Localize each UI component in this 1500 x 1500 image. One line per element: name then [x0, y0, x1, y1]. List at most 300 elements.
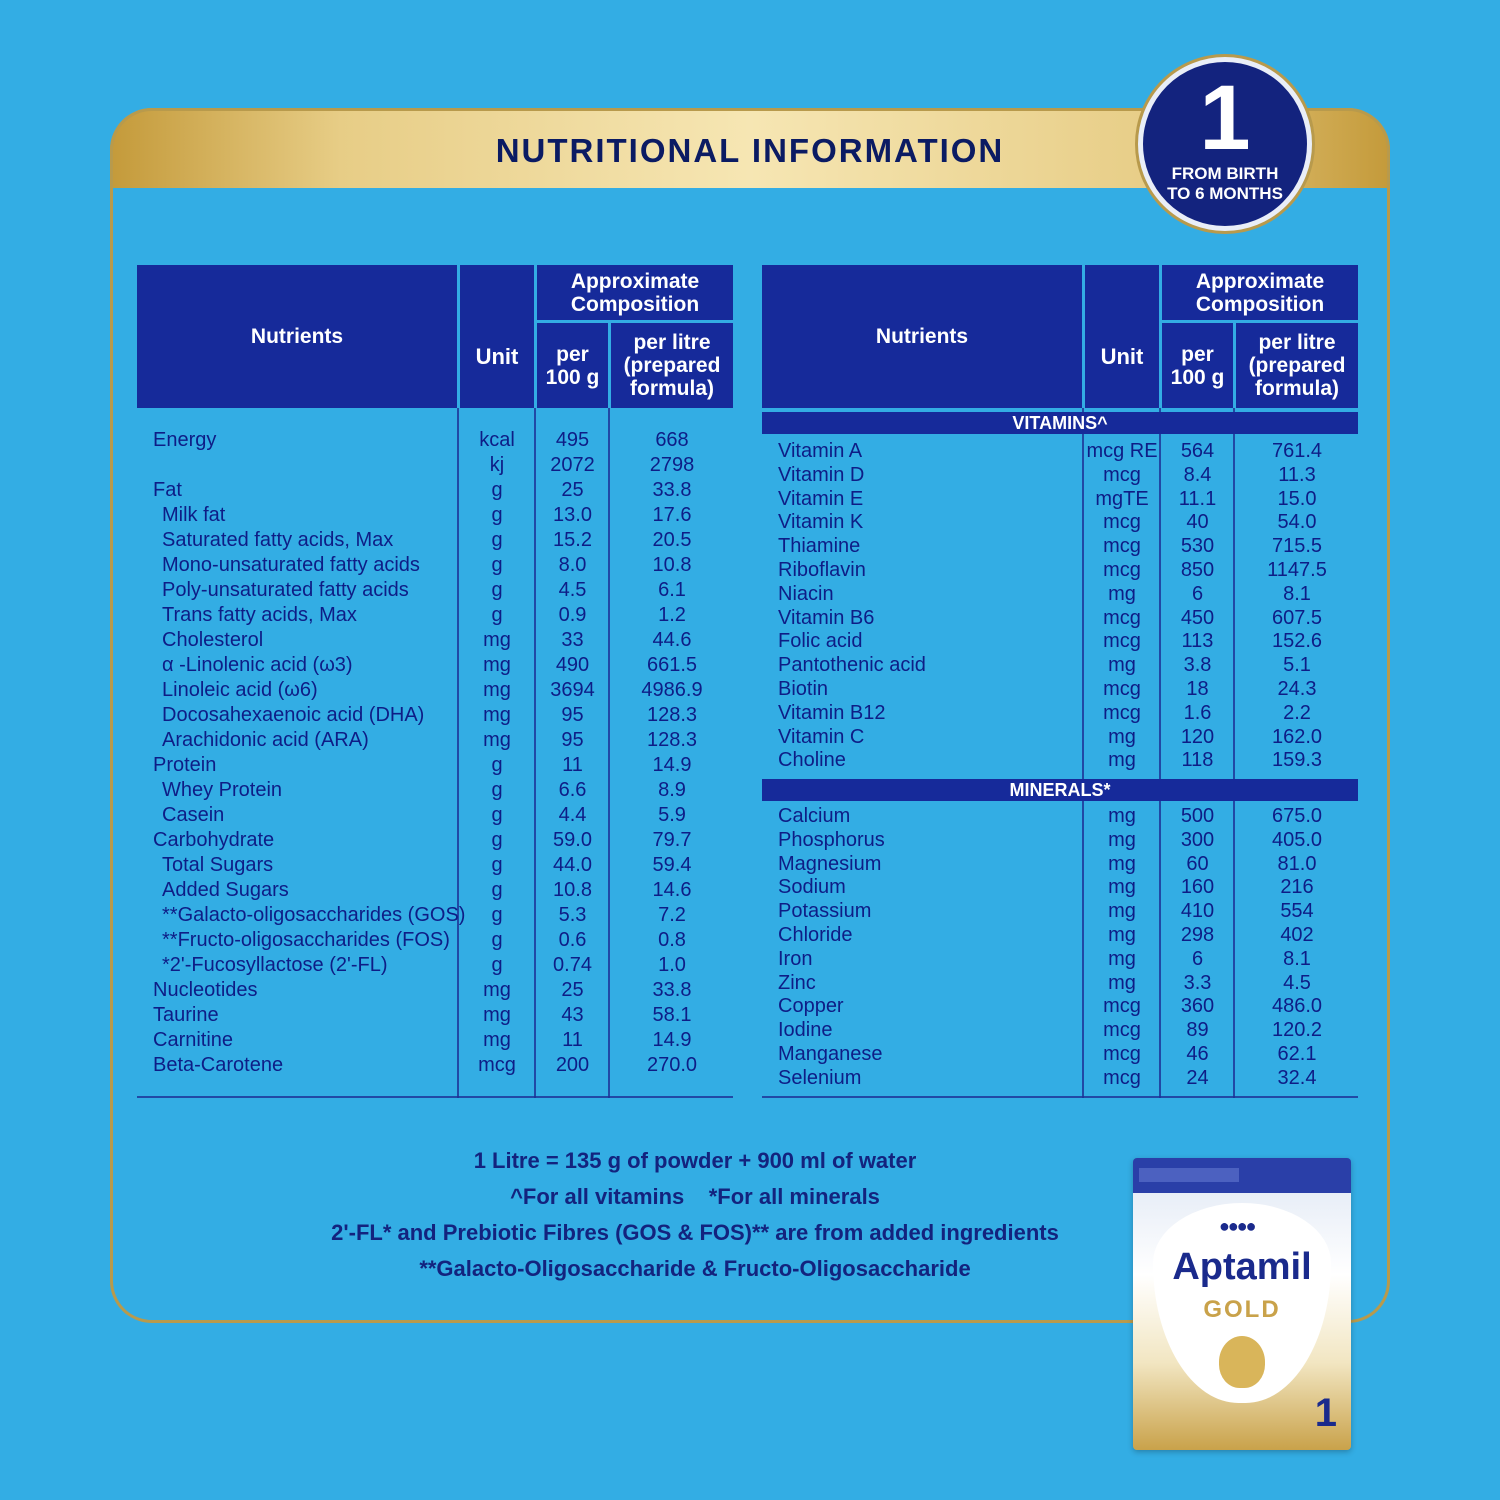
nutrient-unit: mcg — [1103, 511, 1141, 534]
header-per100g-line2: 100 g — [1170, 365, 1225, 389]
table-row — [137, 878, 733, 903]
nutrient-unit: mcg RE — [1086, 440, 1158, 462]
table-bottom-rule — [762, 1096, 1358, 1098]
header-per100g-line2: 100 g — [545, 365, 600, 389]
nutrient-unit: mcg — [1103, 463, 1141, 486]
header-approx-line2: Composition — [570, 292, 700, 316]
nutrient-name: Carnitine — [153, 1029, 234, 1051]
nutrient-name: Selenium — [778, 1066, 862, 1089]
value-per-100g: 4.5 — [558, 579, 587, 601]
vitamins-section-label: VITAMINS^ — [762, 412, 1358, 434]
table-row — [762, 852, 1358, 876]
header-approx-line2: Composition — [1195, 292, 1325, 316]
nutrient-name: Poly-unsaturated fatty acids — [162, 579, 409, 601]
stage-age-line2: TO 6 MONTHS — [1167, 184, 1283, 203]
table-row — [137, 453, 733, 478]
nutrient-name: Fat — [153, 479, 182, 501]
nutrient-unit: g — [491, 604, 503, 626]
value-per-100g: 450 — [1180, 606, 1215, 629]
nutrient-unit: mcg — [1103, 701, 1141, 724]
value-per-100g: 5.3 — [558, 904, 587, 926]
nutrient-name: Vitamin E — [778, 487, 864, 510]
nutrient-unit: mcg — [1103, 677, 1141, 700]
header-perlitre-line3: formula) — [630, 377, 714, 400]
value-per-100g: 25 — [561, 979, 584, 1001]
nutrient-unit: mg — [1108, 971, 1136, 994]
nutrient-unit: g — [491, 804, 503, 826]
nutrient-name: Copper — [778, 995, 844, 1018]
value-per-100g: 46 — [1186, 1042, 1209, 1065]
nutrient-unit: mg — [483, 1004, 511, 1026]
nutrient-name: Nucleotides — [153, 979, 258, 1001]
pack-line: GOLD — [1203, 1296, 1281, 1323]
nutrient-name: Whey Protein — [162, 779, 283, 801]
header-per100g — [1162, 323, 1233, 408]
value-per-100g: 3694 — [550, 679, 595, 701]
value-per-100g: 11 — [562, 1029, 583, 1051]
nutrient-name: Vitamin B12 — [778, 701, 886, 724]
value-per-litre: 62.1 — [1277, 1042, 1317, 1065]
value-per-100g: 6 — [1191, 947, 1204, 970]
value-per-100g: 8.4 — [1183, 463, 1212, 486]
minerals-section-label: MINERALS* — [762, 779, 1358, 801]
value-per-100g: 3.3 — [1183, 971, 1212, 994]
nutrient-unit: mg — [1108, 923, 1136, 946]
value-per-100g: 33 — [561, 629, 584, 651]
header-perlitre — [1236, 323, 1358, 408]
nutrient-name: Mono-unsaturated fatty acids — [162, 554, 420, 576]
value-per-100g: 4.4 — [558, 804, 587, 826]
value-per-100g: 118 — [1181, 749, 1214, 772]
table-row — [762, 804, 1358, 828]
table-row — [137, 778, 733, 803]
nutrient-unit: g — [491, 854, 503, 876]
nutrient-unit: mg — [1108, 828, 1136, 851]
nutrient-name: Vitamin B6 — [778, 606, 875, 629]
nutrient-unit: mcg — [478, 1054, 516, 1076]
pack-seal-icon — [1219, 1336, 1265, 1388]
table-header — [137, 265, 733, 408]
stage-age-line1: FROM BIRTH — [1171, 164, 1279, 183]
table-row — [137, 978, 733, 1003]
nutrient-name: Niacin — [778, 582, 834, 605]
table-row — [762, 828, 1358, 852]
nutrient-name: Potassium — [778, 900, 872, 923]
table-row — [762, 1042, 1358, 1066]
nutrient-name: **Fructo-oligosaccharides (FOS) — [162, 929, 450, 951]
table-row — [137, 553, 733, 578]
table-row — [762, 487, 1358, 511]
table-row — [762, 558, 1358, 582]
header-perlitre-line1: per litre — [1258, 331, 1336, 354]
value-per-100g: 410 — [1180, 900, 1215, 923]
value-per-100g: 13.0 — [553, 504, 592, 526]
value-per-litre: 6.1 — [658, 579, 686, 601]
table-row — [762, 725, 1358, 749]
nutrient-name: Calcium — [778, 805, 851, 827]
value-per-100g: 95 — [561, 704, 584, 726]
table-row — [137, 828, 733, 853]
value-per-100g: 8.0 — [558, 554, 587, 576]
value-per-litre: 8.1 — [1283, 947, 1311, 970]
value-per-litre: 14.9 — [652, 754, 692, 776]
value-per-litre: 58.1 — [652, 1004, 692, 1026]
nutrient-name: Total Sugars — [162, 854, 274, 876]
header-nutrients: Nutrients — [137, 265, 457, 408]
nutrient-unit: mg — [1108, 805, 1136, 827]
value-per-litre: 159.3 — [1271, 749, 1323, 772]
header-unit: Unit — [1085, 265, 1159, 408]
value-per-litre: 1147.5 — [1267, 558, 1327, 581]
table-row — [762, 899, 1358, 923]
nutrient-unit: kj — [489, 454, 505, 476]
nutrient-name: Arachidonic acid (ARA) — [162, 729, 369, 751]
value-per-100g: 3.8 — [1183, 654, 1212, 677]
value-per-litre: 15.0 — [1277, 487, 1317, 510]
pack-dots-icon: ●●●● — [1219, 1216, 1255, 1236]
value-per-litre: 8.1 — [1283, 582, 1311, 605]
header-approx-line1: Approximate — [570, 269, 700, 293]
table-row — [762, 534, 1358, 558]
table-row — [137, 578, 733, 603]
table-row — [137, 853, 733, 878]
value-per-100g: 2072 — [550, 454, 595, 476]
nutrient-unit: mg — [1108, 852, 1136, 875]
header-perlitre-line2: (prepared — [1248, 354, 1346, 377]
nutrients-table-left — [137, 265, 733, 1076]
mineral-rows — [762, 804, 1358, 1090]
footnote-line: 2'-FL* and Prebiotic Fibres (GOS & FOS)** are from added ingredients — [331, 1220, 1059, 1245]
header-nutrients: Nutrients — [762, 265, 1082, 408]
value-per-litre: 11.3 — [1278, 463, 1316, 486]
header-per100g-line1: per — [556, 342, 589, 366]
table-row — [762, 677, 1358, 701]
table-row — [762, 701, 1358, 725]
value-per-litre: 79.7 — [652, 829, 692, 851]
table-row — [137, 728, 733, 753]
value-per-litre: 7.2 — [658, 904, 686, 926]
nutrient-name: Magnesium — [778, 852, 882, 875]
nutrient-unit: g — [491, 754, 503, 776]
value-per-litre: 20.5 — [652, 529, 692, 551]
table-row — [137, 653, 733, 678]
nutrient-name: Vitamin C — [778, 725, 865, 748]
nutrient-name: Carbohydrate — [153, 829, 275, 851]
table-row — [762, 1066, 1358, 1090]
value-per-litre: 10.8 — [652, 554, 692, 576]
value-per-100g: 113 — [1181, 630, 1214, 653]
nutrient-name: Folic acid — [778, 630, 863, 653]
value-per-100g: 59.0 — [553, 829, 592, 851]
nutrient-name: Biotin — [778, 677, 829, 700]
vitamin-rows — [762, 439, 1358, 772]
footnote-line: 1 Litre = 135 g of powder + 900 ml of water — [473, 1148, 917, 1173]
nutrient-unit: mcg — [1103, 558, 1141, 581]
value-per-litre: 1.2 — [658, 604, 686, 626]
nutrient-unit: g — [491, 879, 503, 901]
table-row — [762, 606, 1358, 630]
value-per-100g: 11.1 — [1178, 487, 1217, 510]
table-row — [137, 1003, 733, 1028]
table-row — [762, 994, 1358, 1018]
nutrient-name: Beta-Carotene — [153, 1054, 284, 1076]
value-per-100g: 0.9 — [558, 604, 587, 626]
value-per-100g: 0.6 — [558, 929, 587, 951]
nutrient-name: α -Linolenic acid (ω3) — [162, 654, 353, 676]
nutrient-unit: mcg — [1103, 1019, 1141, 1042]
nutrient-name: Protein — [153, 754, 217, 776]
value-per-litre: 405.0 — [1271, 828, 1323, 851]
value-per-litre: 32.4 — [1277, 1066, 1317, 1089]
pack-top-band — [1139, 1168, 1239, 1182]
nutrient-name: Thiamine — [778, 535, 861, 558]
nutrient-unit: mg — [483, 679, 511, 701]
nutrients-table-right — [762, 265, 1358, 1089]
nutrient-unit: g — [491, 954, 503, 976]
table-header — [762, 265, 1358, 408]
value-per-litre: 59.4 — [652, 854, 692, 876]
nutrient-name: Iron — [778, 947, 813, 970]
header-per100g — [537, 323, 608, 408]
value-per-100g: 500 — [1180, 805, 1215, 827]
nutrient-name: Vitamin D — [778, 463, 865, 486]
nutrient-name: Phosphorus — [778, 828, 885, 851]
table-row — [137, 703, 733, 728]
nutrient-name: Cholesterol — [162, 629, 264, 651]
nutrient-name: Manganese — [778, 1042, 883, 1065]
value-per-litre: 24.3 — [1277, 677, 1317, 700]
value-per-litre: 33.8 — [652, 479, 692, 501]
nutrient-name: Energy — [153, 429, 217, 451]
value-per-100g: 15.2 — [553, 529, 592, 551]
table-row — [762, 947, 1358, 971]
value-per-100g: 10.8 — [553, 879, 592, 901]
value-per-100g: 160 — [1180, 876, 1215, 899]
value-per-100g: 120 — [1180, 725, 1215, 748]
value-per-100g: 25 — [561, 479, 584, 501]
value-per-litre: 402 — [1280, 923, 1314, 946]
value-per-litre: 162.0 — [1271, 725, 1323, 748]
table-row — [137, 928, 733, 953]
nutrient-unit: mg — [1108, 876, 1136, 899]
value-per-litre: 270.0 — [646, 1054, 698, 1076]
nutrient-name: Sodium — [778, 876, 846, 899]
header-approx — [537, 265, 733, 320]
header-perlitre-line1: per litre — [633, 331, 711, 354]
table-row — [137, 503, 733, 528]
table-row — [137, 953, 733, 978]
table-row — [762, 582, 1358, 606]
nutrient-unit: mgTE — [1095, 487, 1149, 510]
value-per-100g: 6.6 — [558, 779, 587, 801]
table-row — [137, 903, 733, 928]
table-row — [762, 629, 1358, 653]
value-per-litre: 5.9 — [658, 804, 686, 826]
nutrient-name: Linoleic acid (ω6) — [162, 679, 318, 701]
value-per-litre: 4.5 — [1283, 971, 1311, 994]
value-per-litre: 2798 — [649, 454, 695, 476]
value-per-litre: 1.0 — [658, 954, 686, 976]
nutrient-unit: mg — [1108, 947, 1136, 970]
nutrient-name: Taurine — [153, 1004, 219, 1026]
nutrient-unit: g — [491, 554, 503, 576]
nutrient-unit: g — [491, 904, 503, 926]
nutrient-name: Zinc — [778, 971, 816, 994]
page-title: NUTRITIONAL INFORMATION — [495, 132, 1005, 169]
value-per-100g: 564 — [1180, 440, 1215, 462]
table-row — [137, 1053, 733, 1078]
value-per-100g: 95 — [561, 729, 584, 751]
value-per-litre: 17.6 — [652, 504, 692, 526]
value-per-100g: 43 — [561, 1004, 584, 1026]
value-per-100g: 18 — [1186, 677, 1209, 700]
value-per-100g: 360 — [1180, 995, 1215, 1018]
nutrient-unit: g — [491, 479, 503, 501]
value-per-100g: 530 — [1180, 535, 1215, 558]
value-per-litre: 120.2 — [1271, 1019, 1323, 1042]
value-per-litre: 216 — [1280, 876, 1314, 899]
nutrient-unit: mcg — [1103, 606, 1141, 629]
nutrient-unit: mg — [483, 704, 511, 726]
nutrient-unit: g — [491, 929, 503, 951]
value-per-100g: 490 — [555, 654, 590, 676]
value-per-litre: 607.5 — [1271, 606, 1323, 629]
value-per-100g: 40 — [1186, 511, 1209, 534]
value-per-100g: 89 — [1186, 1019, 1209, 1042]
nutrient-unit: mg — [1108, 582, 1136, 605]
value-per-100g: 300 — [1180, 828, 1215, 851]
table-row — [137, 603, 733, 628]
table-row — [137, 478, 733, 503]
value-per-100g: 11 — [562, 754, 583, 776]
value-per-litre: 668 — [655, 429, 689, 451]
header-approx — [1162, 265, 1358, 320]
nutrient-name: Pantothenic acid — [778, 654, 926, 677]
nutrient-name: Vitamin A — [778, 440, 863, 462]
table-bottom-rule — [137, 1096, 733, 1098]
value-per-100g: 495 — [555, 429, 590, 451]
nutrient-name: Casein — [162, 804, 225, 826]
footnote-line: ^For all vitamins *For all minerals — [510, 1184, 880, 1209]
value-per-litre: 8.9 — [658, 779, 686, 801]
nutrient-unit: mg — [483, 1029, 511, 1051]
stage-number: 1 — [1199, 67, 1251, 169]
nutrient-name: Docosahexaenoic acid (DHA) — [162, 704, 425, 726]
pack-brand: Aptamil — [1172, 1246, 1312, 1288]
header-perlitre — [611, 323, 733, 408]
nutrient-unit: mcg — [1103, 995, 1141, 1018]
nutrient-unit: mcg — [1103, 1066, 1141, 1089]
nutrient-unit: g — [491, 779, 503, 801]
table-row — [137, 428, 733, 453]
table-row — [762, 439, 1358, 463]
value-per-litre: 33.8 — [652, 979, 692, 1001]
value-per-100g: 850 — [1180, 558, 1215, 581]
table-row — [762, 653, 1358, 677]
value-per-litre: 128.3 — [646, 704, 698, 726]
value-per-100g: 44.0 — [553, 854, 592, 876]
nutrient-unit: mcg — [1103, 1042, 1141, 1065]
value-per-litre: 2.2 — [1283, 701, 1311, 724]
nutrient-unit: mg — [483, 654, 511, 676]
value-per-100g: 200 — [555, 1054, 590, 1076]
value-per-litre: 761.4 — [1271, 440, 1323, 462]
header-perlitre-line3: formula) — [1255, 377, 1339, 400]
table-row — [137, 528, 733, 553]
table-row — [137, 628, 733, 653]
nutrient-unit: mg — [483, 629, 511, 651]
value-per-litre: 44.6 — [652, 629, 692, 651]
table-row — [762, 463, 1358, 487]
value-per-litre: 675.0 — [1271, 805, 1323, 827]
nutrient-unit: mg — [1108, 900, 1136, 923]
value-per-litre: 4986.9 — [641, 679, 703, 701]
value-per-litre: 54.0 — [1277, 511, 1317, 534]
table-row — [762, 923, 1358, 947]
value-per-litre: 128.3 — [646, 729, 698, 751]
table-row — [137, 1028, 733, 1053]
value-per-100g: 0.74 — [553, 954, 592, 976]
nutrient-name: Iodine — [778, 1019, 833, 1042]
value-per-litre: 81.0 — [1277, 852, 1317, 875]
nutrient-unit: g — [491, 529, 503, 551]
nutrient-unit: mg — [1108, 725, 1136, 748]
value-per-100g: 24 — [1186, 1066, 1209, 1089]
nutrient-name: **Galacto-oligosaccharides (GOS) — [162, 904, 466, 926]
value-per-litre: 14.6 — [652, 879, 692, 901]
nutrient-unit: mg — [1108, 654, 1136, 677]
nutrient-unit: mcg — [1103, 535, 1141, 558]
table-row — [762, 1018, 1358, 1042]
left-rows — [137, 428, 733, 1078]
nutrient-name: Choline — [778, 749, 846, 772]
nutrient-name: Milk fat — [162, 504, 226, 526]
nutrient-name: Saturated fatty acids, Max — [162, 529, 394, 551]
table-row — [762, 510, 1358, 534]
table-row — [137, 753, 733, 778]
table-row — [762, 971, 1358, 995]
nutrient-unit: mg — [483, 729, 511, 751]
nutrient-unit: mcg — [1103, 630, 1141, 653]
header-perlitre-line2: (prepared — [623, 354, 721, 377]
value-per-litre: 0.8 — [658, 929, 686, 951]
header-approx-line1: Approximate — [1195, 269, 1325, 293]
product-pack-image — [1133, 1158, 1351, 1450]
value-per-100g: 6 — [1191, 582, 1204, 605]
header-unit: Unit — [460, 265, 534, 408]
table-row — [137, 803, 733, 828]
footnote-line: **Galacto-Oligosaccharide & Fructo-Oligosaccharide — [419, 1256, 971, 1281]
value-per-100g: 1.6 — [1183, 701, 1212, 724]
nutrient-unit: g — [491, 504, 503, 526]
nutrient-name: Chloride — [778, 923, 853, 946]
nutrient-name: Riboflavin — [778, 558, 866, 581]
value-per-litre: 14.9 — [652, 1029, 692, 1051]
value-per-100g: 298 — [1180, 923, 1215, 946]
nutrient-name: Added Sugars — [162, 879, 289, 901]
value-per-litre: 661.5 — [646, 654, 698, 676]
value-per-litre: 715.5 — [1271, 535, 1323, 558]
nutrient-name: Trans fatty acids, Max — [162, 604, 357, 626]
nutrient-unit: kcal — [479, 429, 515, 451]
nutrient-unit: mg — [1108, 749, 1136, 772]
value-per-litre: 152.6 — [1271, 630, 1323, 653]
header-per100g-line1: per — [1181, 342, 1214, 366]
nutrient-name: *2'-Fucosyllactose (2'-FL) — [162, 954, 388, 976]
nutrient-name: Vitamin K — [778, 511, 864, 534]
value-per-litre: 554 — [1280, 900, 1314, 923]
pack-stage: 1 — [1314, 1391, 1337, 1435]
